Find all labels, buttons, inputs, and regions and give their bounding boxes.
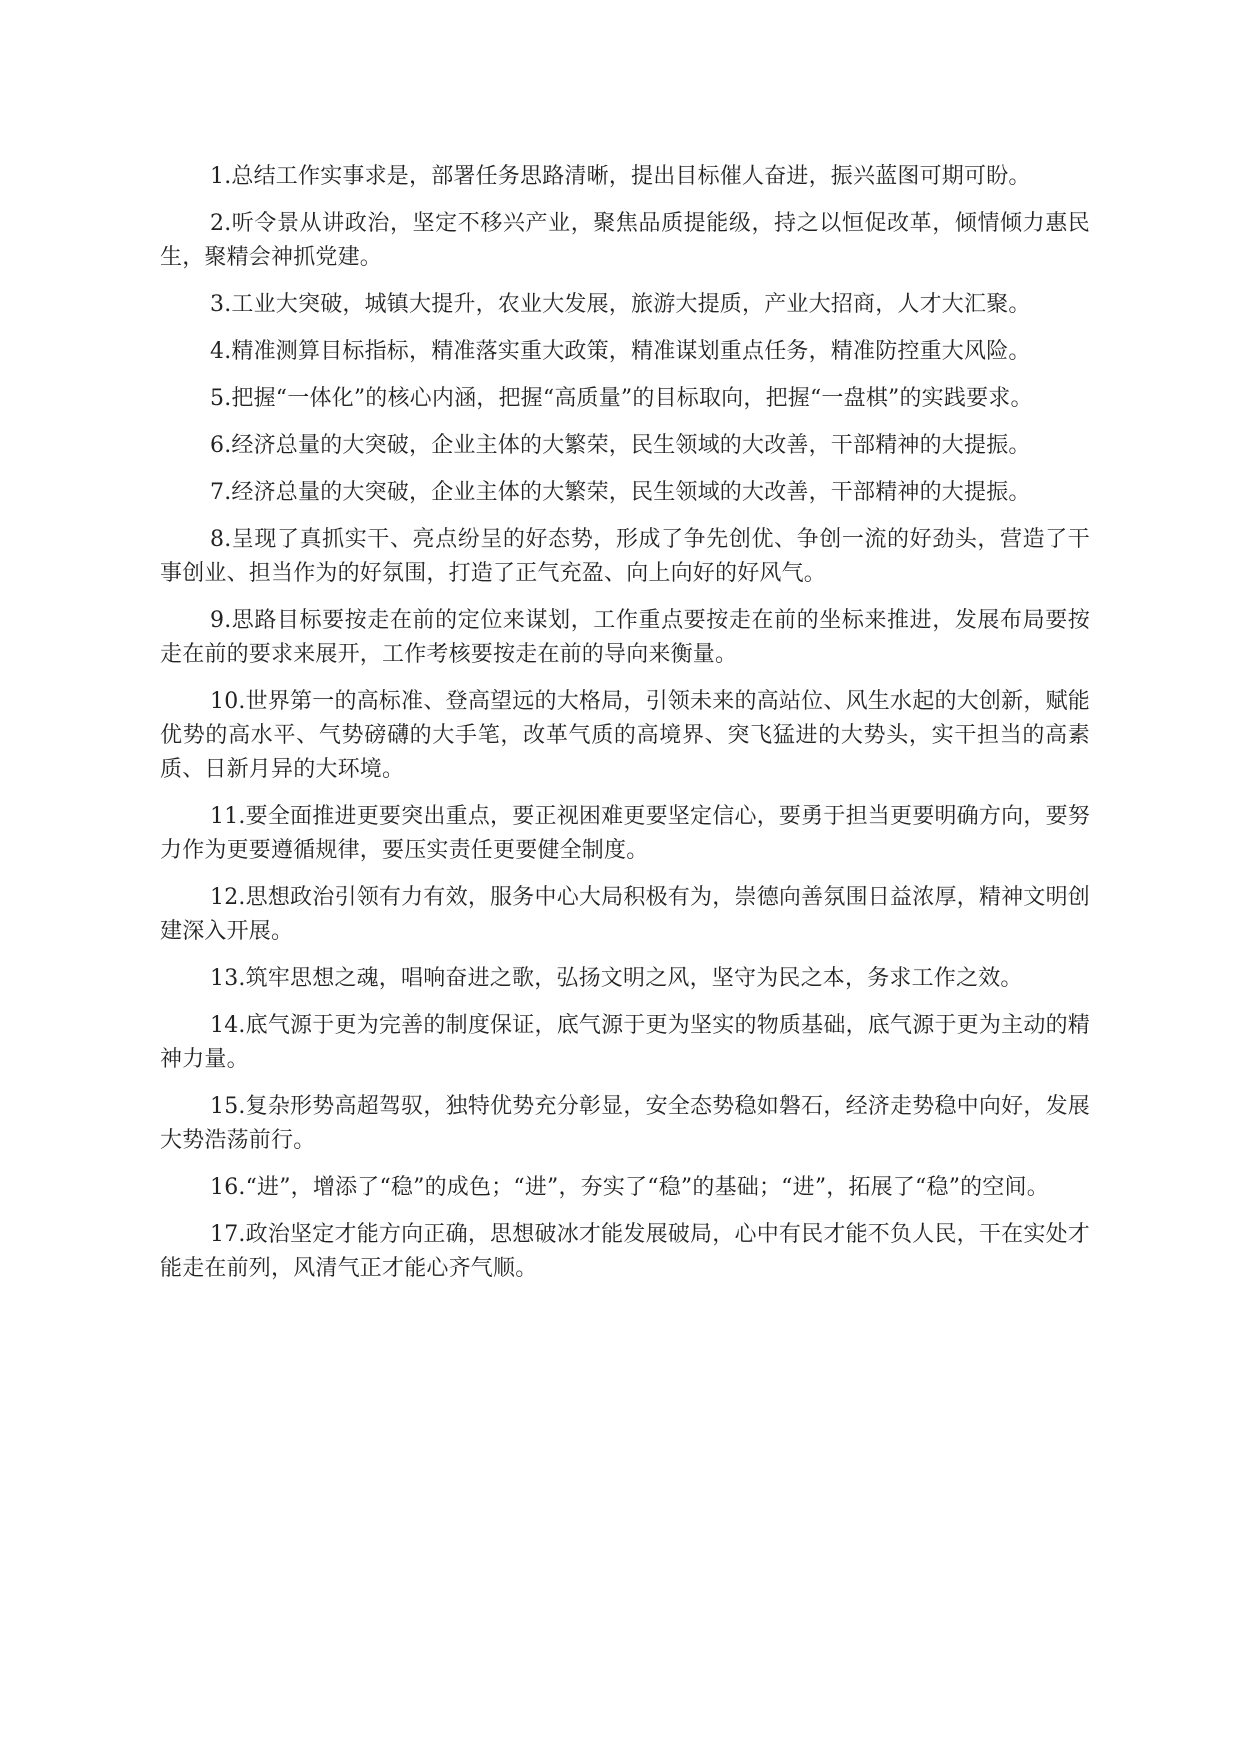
paragraph-6: 6.经济总量的大突破，企业主体的大繁荣，民生领域的大改善，干部精神的大提振。 (210, 433, 1031, 458)
paragraph-14: 14.底气源于更为完善的制度保证，底气源于更为坚实的物质基础，底气源于更为主动的精神力量。 (160, 1013, 1090, 1072)
paragraph-13: 13.筑牢思想之魂，唱响奋进之歌，弘扬文明之风，坚守为民之本，务求工作之效。 (210, 966, 1023, 991)
paragraph-10: 10.世界第一的高标准、登高望远的大格局，引领未来的高站位、风生水起的大创新，赋能优势的高水平、气势磅礴的大手笔，改革气质的高境界、突飞猛进的大势头，实干担当的高素质、日新月异的大环境。 (160, 689, 1090, 782)
document-page (160, 160, 1090, 1299)
paragraph-15: 15.复杂形势高超驾驭，独特优势充分彰显，安全态势稳如磐石，经济走势稳中向好，发展大势浩荡前行。 (160, 1094, 1090, 1153)
paragraph-16: 16.“进”，增添了“稳”的成色；“进”，夯实了“稳”的基础；“进”，拓展了“稳”的空间。 (210, 1175, 1049, 1200)
paragraph-4: 4.精准测算目标指标，精准落实重大政策，精准谋划重点任务，精准防控重大风险。 (210, 339, 1031, 364)
paragraph-12: 12.思想政治引领有力有效，服务中心大局积极有为，崇德向善氛围日益浓厚，精神文明创建深入开展。 (160, 885, 1090, 944)
paragraph-8: 8.呈现了真抓实干、亮点纷呈的好态势，形成了争先创优、争创一流的好劲头，营造了干事创业、担当作为的好氛围，打造了正气充盈、向上向好的好风气。 (160, 527, 1090, 586)
paragraph-1: 1.总结工作实事求是，部署任务思路清晰，提出目标催人奋进，振兴蓝图可期可盼。 (210, 164, 1031, 189)
paragraph-17: 17.政治坚定才能方向正确，思想破冰才能发展破局，心中有民才能不负人民，干在实处才能走在前列，风清气正才能心齐气顺。 (160, 1222, 1090, 1281)
paragraph-7: 7.经济总量的大突破，企业主体的大繁荣，民生领域的大改善，干部精神的大提振。 (210, 480, 1031, 505)
paragraph-2: 2.听令景从讲政治，坚定不移兴产业，聚焦品质提能级，持之以恒促改革，倾情倾力惠民生，聚精会神抓党建。 (160, 211, 1090, 270)
paragraph-11: 11.要全面推进更要突出重点，要正视困难更要坚定信心，要勇于担当更要明确方向，要努力作为更要遵循规律，要压实责任更要健全制度。 (160, 804, 1090, 863)
paragraph-9: 9.思路目标要按走在前的定位来谋划，工作重点要按走在前的坐标来推进，发展布局要按走在前的要求来展开，工作考核要按走在前的导向来衡量。 (160, 608, 1090, 667)
paragraph-5: 5.把握“一体化”的核心内涵，把握“高质量”的目标取向，把握“一盘棋”的实践要求。 (210, 386, 1033, 411)
paragraph-3: 3.工业大突破，城镇大提升，农业大发展，旅游大提质，产业大招商，人才大汇聚。 (210, 292, 1031, 317)
